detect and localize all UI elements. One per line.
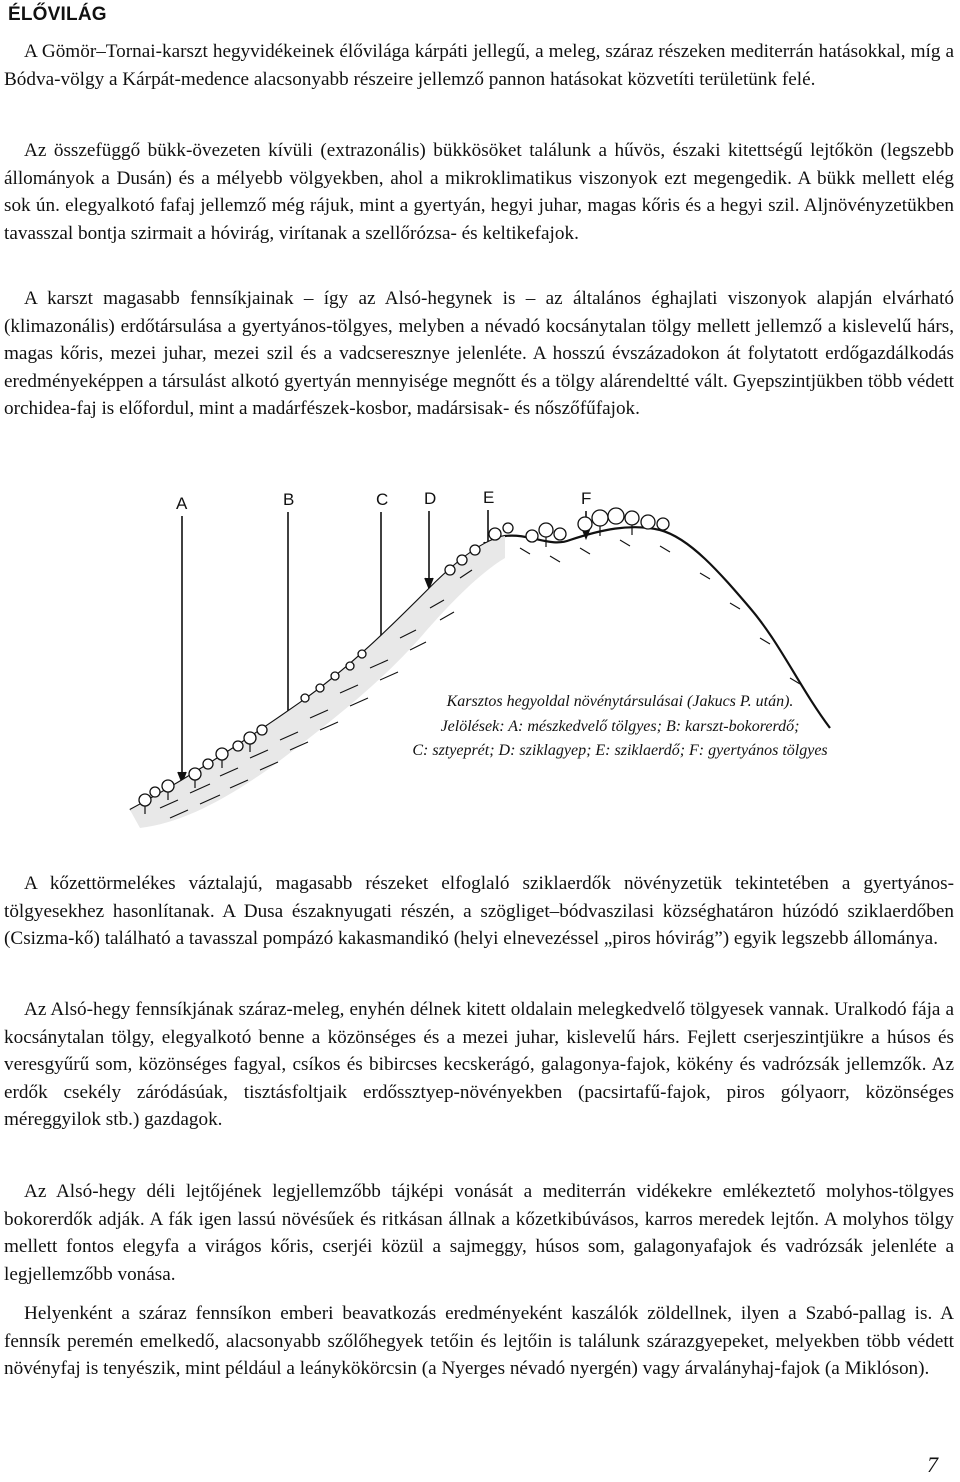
paragraph-beech-forests <box>4 137 954 247</box>
section-title: ÉLŐVILÁG <box>8 4 107 25</box>
figure-label-c: C <box>376 490 389 509</box>
figure-label-e: E <box>483 488 495 507</box>
caption-line: Karsztos hegyoldal növénytársulásai (Jakucs P. után). <box>446 693 794 710</box>
paragraph-meadows <box>4 1300 954 1383</box>
paragraph-text: A Gömör–Tornai-karszt hegyvidékeinek élővilága kárpáti jellegű, a meleg, száraz részeken mediterrán hatásokkal, míg a Bódva-völgy a Kárpát-medence alacsonyabb részeire jellemző pannon hatásokat közvetíti területünk felé. <box>4 41 954 90</box>
paragraph-plateau-forests <box>4 285 954 423</box>
paragraph-text: Az Alsó-hegy fennsíkjának száraz-meleg, enyhén délnek kitett oldalain melegkedvelő tölgyesek vannak. Uralkodó fája a kocsánytalan tölgy, elegyalkotó benne a közönséges és a mezei juhar, kislevelű hárs. Fejlett cserjeszintjükre a húsos és veresgyűrű som, közönséges fagyal, csíkos és bibircses kecskerágó, galagonya-fajok, kökény és vadrózsák jellemzők. Az erdők csekély záródásúak, tisztásfoltjaik erdőssztyep-növényekben (pacsirtafű-fajok, piros gólyaorr, közönséges méreggyilok stb.) gazdagok. <box>4 999 954 1131</box>
paragraph-text: Helyenként a száraz fennsíkon emberi beavatkozás eredményeként kaszálók zöldellnek, ilyen a Szabó-pallag is. A fennsík peremén emelkedő, alacsonyabb szőlőhegyek tetőin és lejtőin is találunk szárazgyepeket, melyekben több védett növényfaj is tenyészik, mint például a leánykökörcsin (a Nyerges névadó nyergén) vagy árvalányhaj-fajok (a Miklóson). <box>4 1303 954 1380</box>
figure-caption <box>355 690 885 764</box>
karst-slope-figure <box>100 478 860 838</box>
paragraph-text: Az Alsó-hegy déli lejtőjének legjellemzőbb tájképi vonását a mediterrán vidékekre emlékeztető molyhos-tölgyes bokorerdők adják. A fák igen lassú növésűek és ritkásan állnak a kőzetkibúvásos, karros meredek lejtőn. A molyhos tölgy mellett fontos elegyfa a virágos kőris, cserjéi közül a sajmeggy, húsos som, galagonyafajok és vadrózsák jelenléte a legjellemzőbb vonása. <box>4 1181 954 1285</box>
paragraph-intro <box>4 38 954 93</box>
paragraph-warm-oak-forests <box>4 996 954 1134</box>
figure-label-f: F <box>581 489 592 508</box>
caption-line: C: sztyeprét; D: sziklagyep; E: sziklaerdő; F: gyertyános tölgyes <box>412 742 828 759</box>
paragraph-downy-oak <box>4 1178 954 1288</box>
caption-line: Jelölések: A: mészkedvelő tölgyes; B: karszt-bokorerdő; <box>440 717 800 735</box>
figure-label-b: B <box>283 490 295 509</box>
karst-slope-illustration <box>100 478 860 838</box>
paragraph-text: Az összefüggő bükk-övezeten kívüli (extrazonális) bükkösöket találunk a hűvös, északi kitettségű lejtőkön (legszebb állományok a Dusán) és a mélyebb völgyekben, ahol a mikroklimatikus viszonyok ezt megengedik. A bükk mellett elég sok ún. elegyalkotó fafaj jellemző még rájuk, mint a gyertyán, hegyi juhar, magas kőris és a hegyi szil. Aljnövényzetükben tavasszal bontja szirmait a hóvirág, virítanak a szellőrózsa- és keltikefajok. <box>4 140 954 244</box>
paragraph-rock-forests <box>4 870 954 953</box>
page-number: 7 <box>927 1452 938 1477</box>
paragraph-text: A kőzettörmelékes váztalajú, magasabb részeket elfoglaló sziklaerdők növényzetük tekintetében a gyertyános-tölgyesekhez hasonlítanak. A Dusa északnyugati részén, a szögliget–bódvaszilasi községhatáron húzódó sziklaerdőben (Csizma-kő) található a tavasszal pompázó kakasmandikó (helyi elnevezéssel „piros hóvirág”) egyik legszebb állománya. <box>4 873 954 950</box>
figure-label-d: D <box>424 489 437 508</box>
paragraph-text: A karszt magasabb fennsíkjainak – így az Alsó-hegynek is – az általános éghajlati viszonyok alapján elvárható (klimazonális) erdőtársulása a gyertyános-tölgyes, melyben a névadó kocsánytalan tölgy mellett jellemző a kislevelű hárs, magas kőris, mezei juhar, mezei szil és a vadcseresznye jelenléte. A hosszú évszázadokon át folytatott erdőgazdálkodás eredményeképpen a társulást alkotó gyertyán mennyisége megnőtt és a tölgy alárendeltté vált. Gyepszintjükben több védett orchidea-faj is előfordul, mint a madárfészek-kosbor, madársisak- és nőszőfűfajok. <box>4 288 954 420</box>
slope-profile <box>130 508 830 828</box>
figure-label-a: A <box>176 494 188 513</box>
